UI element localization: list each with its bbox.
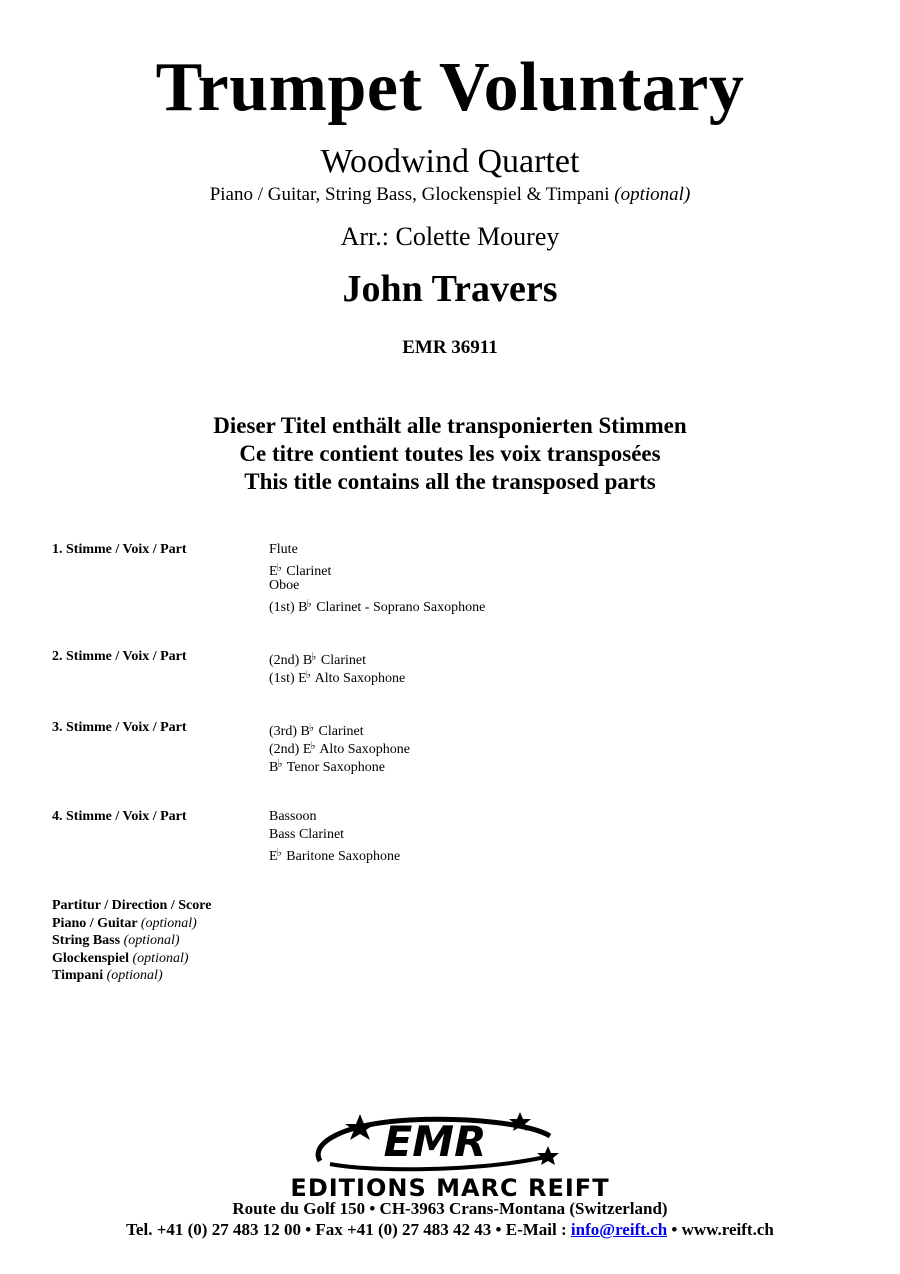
instrument-name-rest: Alto Saxophone xyxy=(316,742,410,757)
part-instrument xyxy=(269,666,405,684)
subtitle: Woodwind Quartet xyxy=(320,143,580,180)
part-label: 4. Stimme / Voix / Part xyxy=(52,809,187,824)
extra-item xyxy=(52,915,211,933)
extra-item-name: Timpani xyxy=(52,968,107,983)
part-instrument xyxy=(269,577,485,595)
instrumentation xyxy=(0,184,900,206)
publisher-contact xyxy=(0,1219,900,1241)
emr-logo xyxy=(300,1106,570,1176)
part-instrument-list xyxy=(269,648,405,684)
title: Trumpet Voluntary xyxy=(155,49,745,126)
note-french: Ce titre contient toutes les voix transposées xyxy=(239,441,661,466)
note-german: Dieser Titel enthält alle transponierten Stimmen xyxy=(213,413,687,438)
part-instrument-list xyxy=(269,541,485,613)
extra-item-note: (optional) xyxy=(106,968,163,983)
flat-symbol: ♭ xyxy=(305,669,311,681)
contact-prefix: Tel. +41 (0) 27 483 12 00 • Fax +41 (0) 27 483 42 43 • E-Mail : xyxy=(126,1220,571,1239)
instrument-name: B xyxy=(269,760,279,775)
instrument-name-rest: Clarinet xyxy=(317,653,366,668)
part-instrument xyxy=(269,595,485,613)
part-instrument xyxy=(269,808,400,826)
instrument-name-rest: Clarinet xyxy=(315,724,364,739)
instrumentation-main: Piano / Guitar, String Bass, Glockenspiel & Timpani xyxy=(209,184,615,205)
flat-symbol: ♭ xyxy=(276,847,282,859)
instrument-name: Bassoon xyxy=(269,809,317,824)
catalog-number: EMR 36911 xyxy=(402,337,498,358)
email-link[interactable]: info@reift.ch xyxy=(570,1220,668,1239)
part-instrument xyxy=(269,541,485,559)
instrument-name-rest: Alto Saxophone xyxy=(311,671,406,686)
instrument-name: (3rd) B xyxy=(269,724,310,739)
publisher-address: Route du Golf 150 • CH-3963 Crans-Montana (Switzerland) xyxy=(232,1199,668,1218)
instrument-name: Flute xyxy=(269,542,298,557)
instrument-name: Bass Clarinet xyxy=(269,827,345,842)
part-instrument xyxy=(269,826,400,844)
instrument-name: (2nd) E xyxy=(269,742,312,757)
flat-symbol: ♭ xyxy=(276,562,282,574)
instrument-name-rest: Tenor Saxophone xyxy=(283,760,385,775)
extras-list xyxy=(52,897,211,985)
composer: John Travers xyxy=(342,268,558,310)
flat-symbol: ♭ xyxy=(311,651,317,663)
instrument-name: E xyxy=(269,849,278,864)
extra-item-note: (optional) xyxy=(123,933,180,948)
flat-symbol: ♭ xyxy=(308,722,315,734)
flat-symbol: ♭ xyxy=(306,598,312,610)
part-instrument xyxy=(269,648,405,666)
part-instrument xyxy=(269,737,410,755)
instrument-name: Oboe xyxy=(269,578,300,593)
part-instrument xyxy=(269,844,400,862)
instrument-name-rest: Clarinet xyxy=(282,564,332,579)
instrument-name: E xyxy=(269,564,278,579)
emr-logo-text: EMR xyxy=(383,1117,487,1166)
extra-item xyxy=(52,950,211,968)
part-instrument xyxy=(269,719,410,737)
instrument-name: (2nd) B xyxy=(269,653,313,668)
flat-symbol: ♭ xyxy=(277,758,283,770)
instrumentation-optional: (optional) xyxy=(614,184,691,205)
publisher-name: EDITIONS MARC REIFT xyxy=(290,1174,610,1202)
extra-item-note: (optional) xyxy=(140,915,197,931)
part-label: 3. Stimme / Voix / Part xyxy=(52,720,187,735)
extra-item-note: (optional) xyxy=(132,950,189,966)
flat-symbol: ♭ xyxy=(310,740,316,752)
instrument-name-rest: Baritone Saxophone xyxy=(282,849,401,864)
instrument-name: (1st) B xyxy=(269,600,308,615)
note-english: This title contains all the transposed parts xyxy=(244,469,656,494)
part-label: 2. Stimme / Voix / Part xyxy=(52,649,187,664)
extra-item xyxy=(52,932,211,950)
instrument-name-rest: Clarinet - Soprano Saxophone xyxy=(312,600,486,615)
part-instrument xyxy=(269,559,485,577)
arranger: Arr.: Colette Mourey xyxy=(340,222,560,251)
extra-item xyxy=(52,967,211,985)
part-label: 1. Stimme / Voix / Part xyxy=(52,542,187,557)
part-instrument-list xyxy=(269,808,400,862)
part-instrument xyxy=(269,755,410,773)
contact-suffix: • www.reift.ch xyxy=(667,1220,774,1239)
extra-item-name: Partitur / Direction / Score xyxy=(52,898,212,913)
extra-item-name: Glockenspiel xyxy=(52,950,133,966)
extra-item-name: Piano / Guitar xyxy=(52,915,141,931)
part-instrument-list xyxy=(269,719,410,773)
extra-item-name: String Bass xyxy=(52,933,124,948)
extra-item xyxy=(52,897,211,915)
instrument-name: (1st) E xyxy=(269,671,307,686)
